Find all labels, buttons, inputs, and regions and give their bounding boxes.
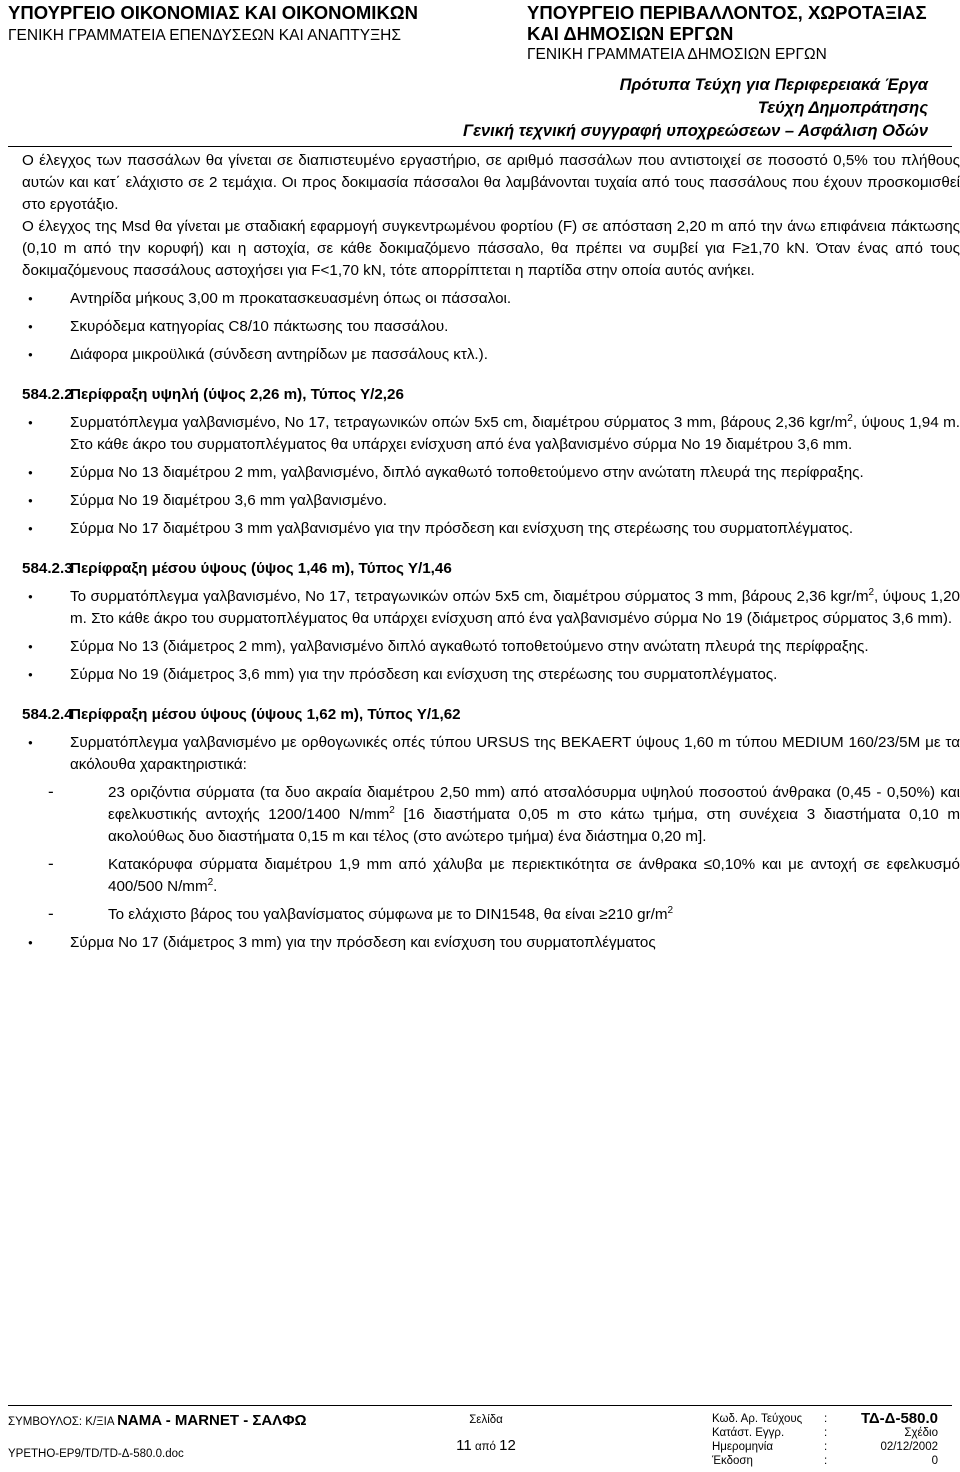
meta-colon: : [824,1441,828,1453]
secretariat-left: ΓΕΝΙΚΗ ΓΡΑΜΜΑΤΕΙΑ ΕΠΕΝΔΥΣΕΩΝ ΚΑΙ ΑΝΑΠΤΥΞΗΣ [8,27,401,44]
meta-row [712,1426,938,1440]
page-label: Σελίδα [469,1414,503,1426]
text: , ύψους 1,20 m. Στο κάθε άκρο του συρματοπλέγματος θα υπάρχει ενίσχυση από ένα γαλβανισμένο σύρμα Νο 19 (διάμετρος σύρματος 3,6 mm). [70,588,960,627]
list-item: ● Σύρμα Νο 13 (διάμετρος 2 mm), γαλβανισμένο διπλό αγκαθωτό τοποθετούμενο στην ανώτατη πλευρά της περίφραξης. [22,636,960,658]
bullet-list [22,732,960,776]
section-heading [22,704,960,726]
text: Κατακόρυφα σύρματα διαμέτρου 1,9 mm από χάλυβα με περιεκτικότητα σε άνθρακα ≤0,10% και με αντοχή σε εφελκυσμό 400/500 N/mm [108,856,960,895]
text: Το συρματόπλεγμα γαλβανισμένο, Νο 17, τετραγωνικών οπών 5x5 cm, διαμέτρου σύρματος 3 mm, βάρους 2,36 kgr/m [70,588,869,605]
text: 23 οριζόντια σύρματα (τα δυο ακραία διαμέτρου 2,50 mm) από ατσαλόσυρμα υψηλού ποσοστού άνθρακα (0,45 - 0,50%) και εφελκυστικής αντοχής 1200/1400 N/mm [108,784,960,823]
page-number: 11 [456,1437,472,1454]
superscript: 2 [207,876,214,888]
ministry-title-right-1: ΥΠΟΥΡΓΕΙΟ ΠΕΡΙΒΑΛΛΟΝΤΟΣ, ΧΩΡΟΤΑΞΙΑΣ [527,2,927,23]
text: [16 διαστήματα 0,05 m στο κάτω τμήμα, στη συνέχεια 3 διαστήματα 0,10 m ακολούθως δυο διαστήματα 0,15 m και τέλος (στο ανώτερο τμήμα) ένα διάστημα 0,20 m]. [108,806,960,845]
footer [8,1408,952,1472]
list-item: ● Συρματόπλεγμα γαλβανισμένο με ορθογωνικές οπές τύπου URSUS της BEKAERT ύψους 1,60 m τύπου MEDIUM 160/23/5M με τα ακόλουθα χαρακτηριστικά: [22,732,960,776]
meta-value: Σχέδιο [904,1427,938,1439]
meta-key: Ημερομηνία [712,1441,773,1453]
text: Το ελάχιστο βάρος του γαλβανίσματος σύμφωνα με το DIN1548, θα είναι ≥210 gr/m [108,906,668,923]
section-number: 584.2.3 [22,560,73,577]
consultant [8,1412,307,1429]
list-item [46,854,960,898]
list-item: ● Σκυρόδεμα κατηγορίας C8/10 πάκτωσης του πασσάλου. [22,316,960,338]
superscript: 2 [389,804,395,816]
section-heading [22,384,960,406]
file-name: ΥΡΕΤΗΟ-ΕΡ9/ΤD/ΤD-Δ-580.0.doc [8,1448,184,1460]
bullet-list [22,412,960,540]
list-item: ● Σύρμα Νο 17 (διάμετρος 3 mm) για την πρόσδεση και ενίσχυση του συρματοπλέγματος [22,932,960,954]
list-item: ● Σύρμα Νο 19 (διάμετρος 3,6 mm) για την πρόσδεση και ενίσχυση της στερέωσης του συρματοπλέγματος. [22,664,960,686]
list-item [22,586,960,630]
meta-value: 02/12/2002 [880,1441,938,1453]
doc-series: Πρότυπα Τεύχη για Περιφερειακά Έργα [619,76,928,94]
section-title: Περίφραξη υψηλή (ύψος 2,26 m), Τύπος Υ/2,26 [70,386,404,403]
page-of: από [474,1441,496,1453]
list-item [46,904,960,926]
list-item [46,782,960,848]
header-divider [8,146,952,147]
header-right [527,2,927,65]
meta-row [712,1440,938,1454]
page-total: 12 [499,1437,516,1454]
page-indicator [446,1412,526,1455]
meta-key: Έκδοση [712,1455,753,1467]
secretariat-right: ΓΕΝΙΚΗ ΓΡΑΜΜΑΤΕΙΑ ΔΗΜΟΣΙΩΝ ΕΡΓΩΝ [527,46,827,63]
meta-colon: : [824,1455,828,1467]
bullet-list [22,932,960,954]
meta-row [712,1412,938,1426]
meta-key: Κωδ. Αρ. Τεύχους [712,1413,803,1425]
section-number: 584.2.2 [22,386,73,403]
section-title: Περίφραξη μέσου ύψους (ύψος 1,46 m), Τύπος Υ/1,46 [70,560,452,577]
ministry-title-right-2: ΚΑΙ ΔΗΜΟΣΙΩΝ ΕΡΓΩΝ [527,23,734,44]
document-meta [712,1412,938,1468]
section-heading [22,558,960,580]
list-item: ● Διάφορα μικροϋλικά (σύνδεση αντηρίδων με πασσάλους κτλ.). [22,344,960,366]
superscript: 2 [868,586,875,598]
meta-colon: : [824,1427,828,1439]
superscript: 2 [847,412,853,424]
meta-key: Κατάστ. Εγγρ. [712,1427,785,1439]
list-item: ● Αντηρίδα μήκους 3,00 m προκατασκευασμένη όπως οι πάσσαλοι. [22,288,960,310]
meta-colon: : [824,1413,828,1425]
meta-value: 0 [931,1455,938,1467]
consultant-name: NAMA - MARNET - ΣΑΛΦΩ [117,1412,307,1429]
document-title-block [463,74,928,143]
list-item: ● Σύρμα Νο 19 διαμέτρου 3,6 mm γαλβανισμένο. [22,490,960,512]
text: Συρματόπλεγμα γαλβανισμένο, Νο 17, τετραγωνικών οπών 5x5 cm, διαμέτρου σύρματος 3 mm, βάρους 2,36 kgr/m [70,414,848,431]
section-number: 584.2.4 [22,706,73,723]
meta-row [712,1454,938,1468]
section-title: Περίφραξη μέσου ύψους (ύψους 1,62 m), Τύπος Υ/1,62 [70,706,461,723]
list-item [22,412,960,456]
header-left [8,2,418,46]
text: . [213,878,218,895]
footer-divider [8,1405,952,1406]
bullet-list [22,586,960,686]
bullet-list [22,288,960,366]
list-item: ● Σύρμα Νο 17 διαμέτρου 3 mm γαλβανισμένο για την πρόσδεση και ενίσχυση της στερέωσης του συρματοπλέγματος. [22,518,960,540]
paragraph: Ο έλεγχος των πασσάλων θα γίνεται σε διαπιστευμένο εργαστήριο, σε αριθμό πασσάλων που αντιστοιχεί σε ποσοστό 0,5% του πλήθους αυτών και κατ΄ ελάχιστο σε 2 τεμάχια. Οι προς δοκιμασία πάσσαλοι θα λαμβάνονται τυχαία από τους πασσάλους που έχουν προσκομισθεί στο εργοτάξιο. [22,152,960,213]
meta-value: ΤΔ-Δ-580.0 [860,1410,938,1427]
doc-title: Γενική τεχνική συγγραφή υποχρεώσεων – Ασφάλιση Οδών [463,122,928,140]
consultant-label: ΣΥΜΒΟΥΛΟΣ: Κ/ΞΙΑ [8,1416,114,1428]
paragraph: Ο έλεγχος της Msd θα γίνεται με σταδιακή εφαρμογή συγκεντρωμένου φορτίου (F) σε απόσταση 2,20 m από την άνω επιφάνεια πάκτωσης (0,10 m από την κορυφή) και η αστοχία, σε κάθε δοκιμαζόμενο πάσσαλο, θα πρέπει να συμβεί για F≥1,70 kN. Όταν ένας από τους δοκιμαζόμενους πασσάλους αστοχήσει για F<1,70 kN, τότε απορρίπτεται η παρτίδα στην οποία αυτός ανήκει. [22,218,960,279]
dash-list [22,782,960,926]
list-item: ● Σύρμα Νο 13 διαμέτρου 2 mm, γαλβανισμένο, διπλό αγκαθωτό τοποθετούμενο στην ανώτατη πλευρά της περίφραξης. [22,462,960,484]
document-body [22,150,960,954]
superscript: 2 [667,904,674,916]
text: , ύψους 1,94 m. Στο κάθε άκρο του συρματοπλέγματος θα υπάρχει ενίσχυση από ένα γαλβανισμένο σύρμα Νο 19 διαμέτρου 3,6 mm. [70,414,960,453]
doc-type: Τεύχη Δημοπράτησης [757,99,928,117]
ministry-title-left: ΥΠΟΥΡΓΕΙΟ ΟΙΚΟΝΟΜΙΑΣ ΚΑΙ ΟΙΚΟΝΟΜΙΚΩΝ [8,2,418,23]
